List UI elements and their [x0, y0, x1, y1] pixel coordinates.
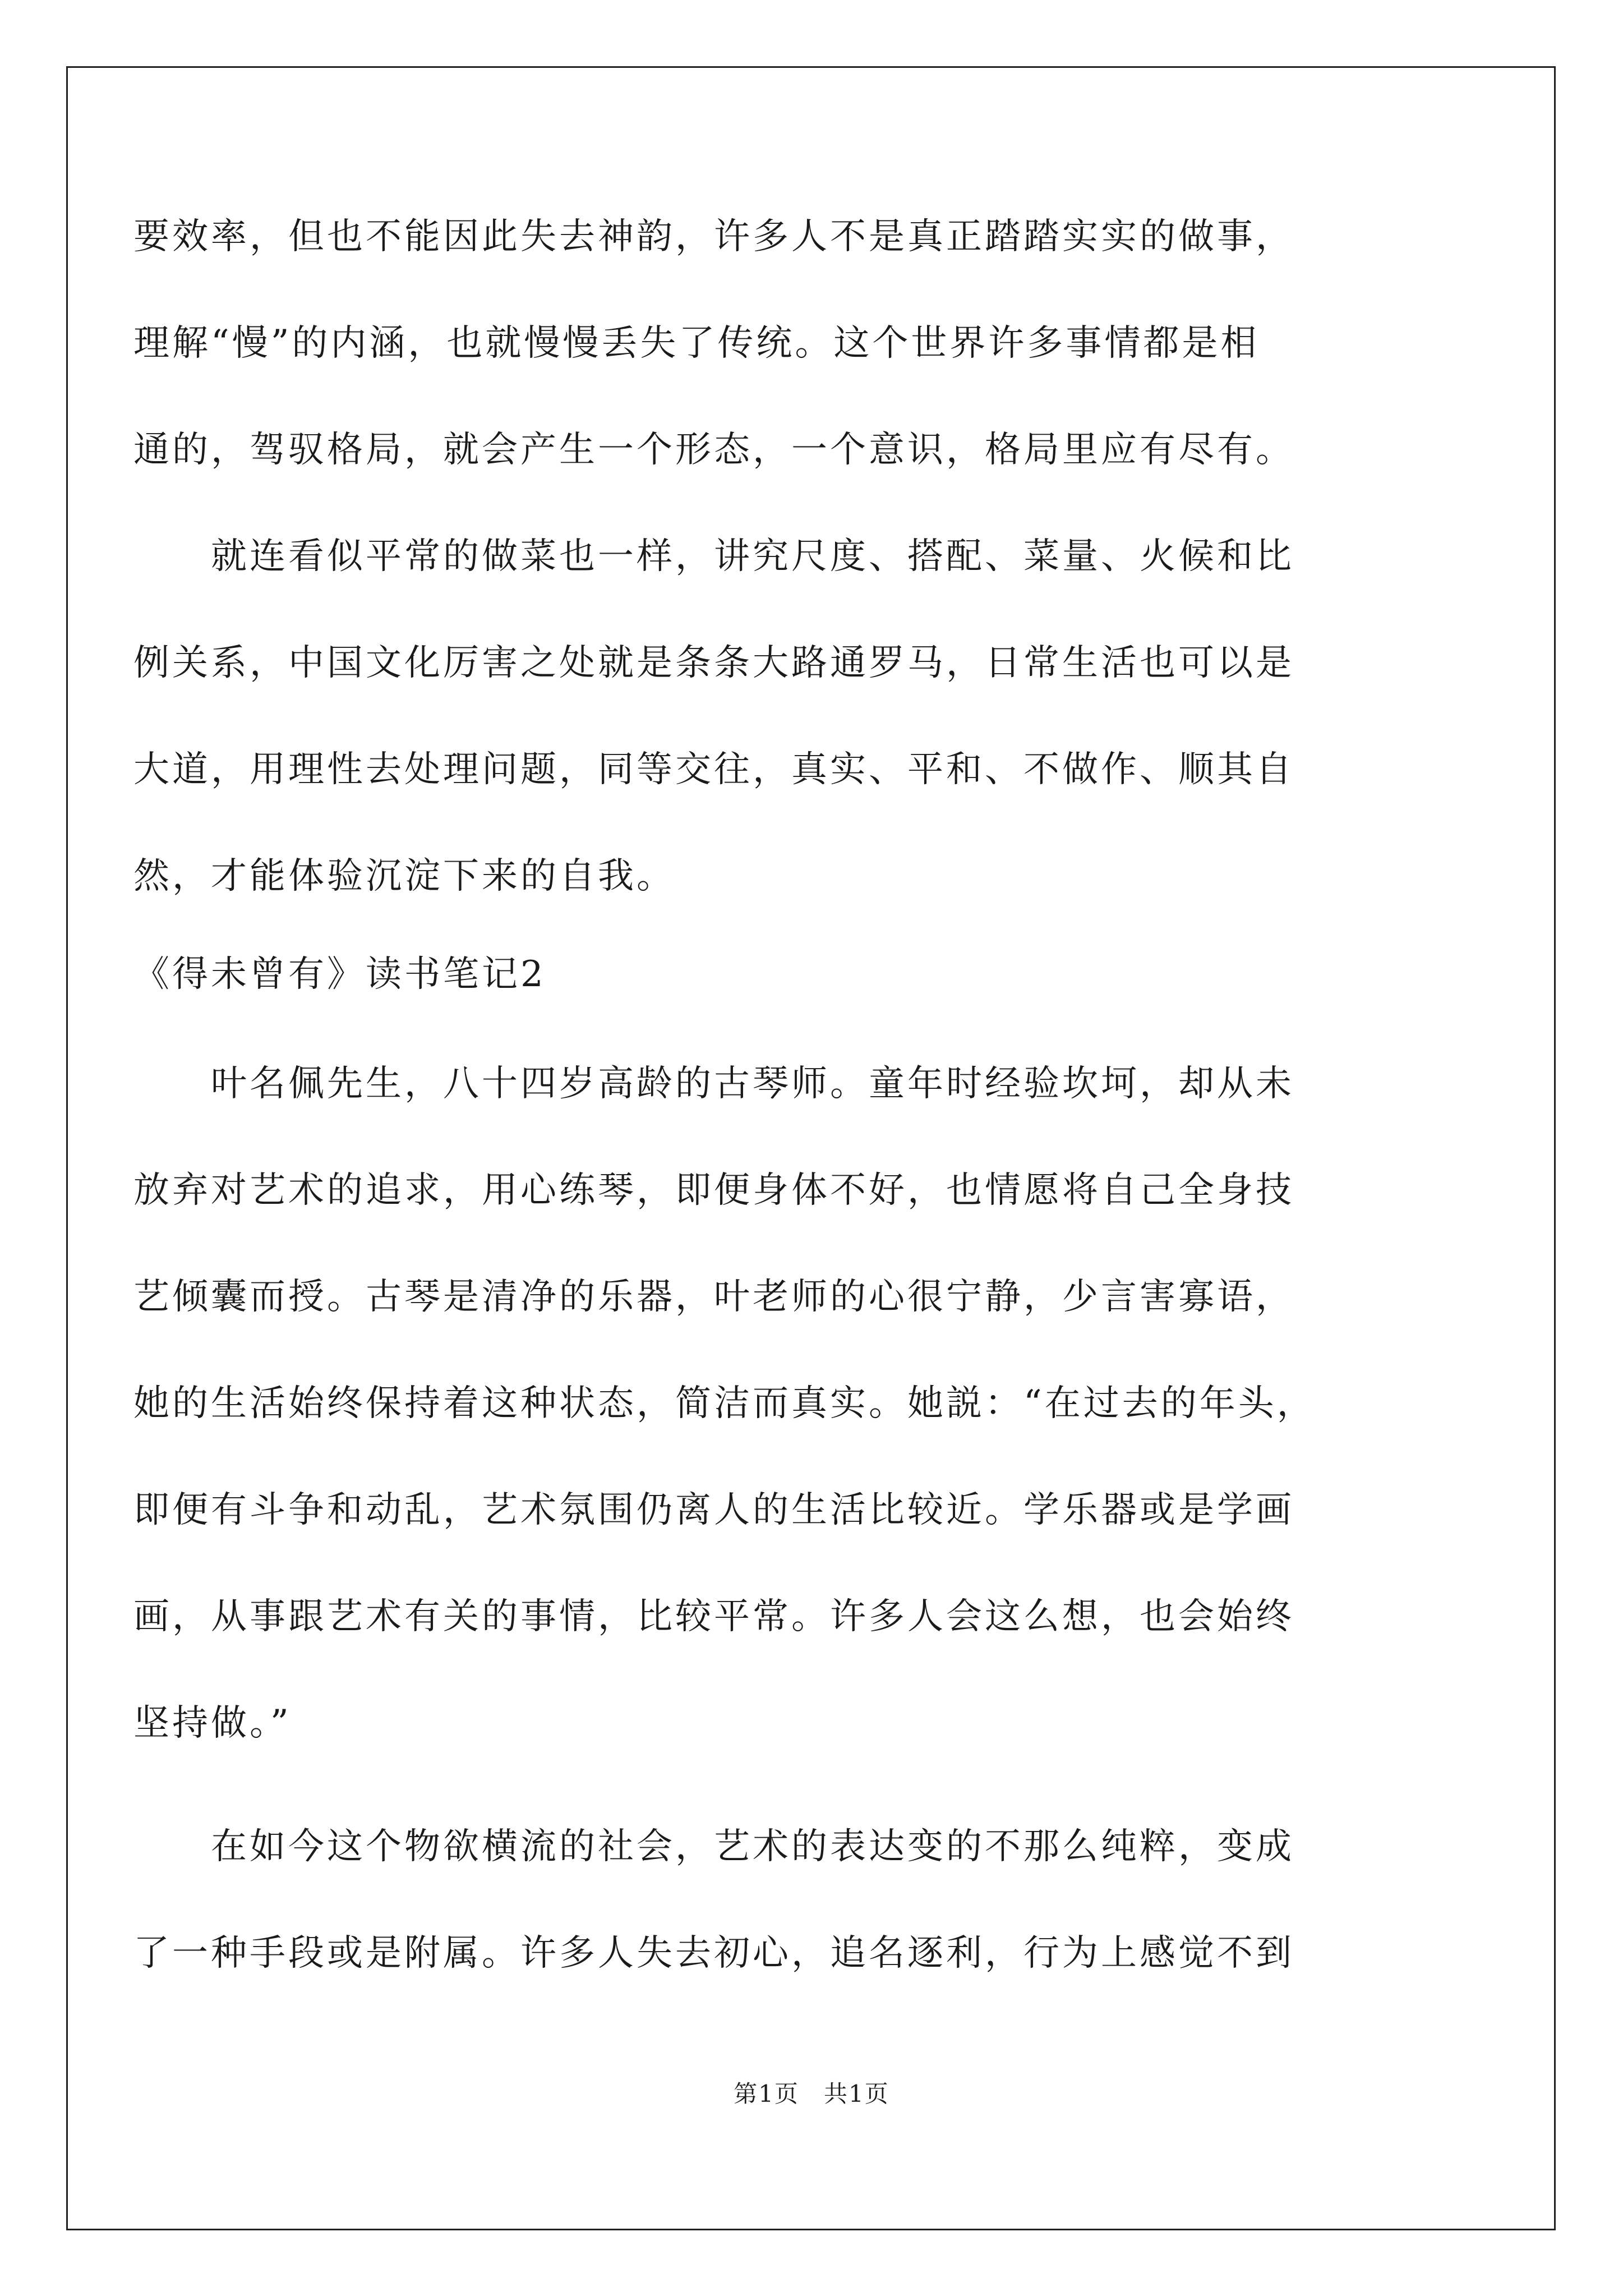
- text-line: 在如今这个物欲横流的社会，艺术的表达变的不那么纯粹，变成: [133, 1826, 1294, 1867]
- text-line: 然，才能体验沉淀下来的自我。: [133, 855, 675, 897]
- text-line: 就连看似平常的做菜也一样，讲究尺度、搭配、菜量、火候和比: [133, 536, 1294, 577]
- page-number-footer: 第1页 共1页: [734, 2080, 889, 2108]
- text-line: 她的生活始终保持着这种状态，简洁而真实。她説：“在过去的年头，: [133, 1383, 1316, 1424]
- text-line: 放弃对艺术的追求，用心练琴，即便身体不好，也情愿将自己全身技: [133, 1170, 1294, 1211]
- text-line: 叶名佩先生，八十四岁高龄的古琴师。童年时经验坎坷，却从未: [133, 1063, 1294, 1105]
- text-line: 艺倾囊而授。古琴是清净的乐器，叶老师的心很宁静，少言害寡语，: [133, 1276, 1294, 1318]
- page-border: [66, 66, 1556, 2230]
- text-line: 了一种手段或是附属。许多人失去初心，追名逐利，行为上感觉不到: [133, 1932, 1294, 1974]
- text-line: 要效率，但也不能因此失去神韵，许多人不是真正踏踏实实的做事，: [133, 216, 1294, 257]
- text-line: 坚持做。”: [133, 1703, 292, 1744]
- section-heading: 《得未曾有》读书笔记2: [133, 954, 546, 995]
- text-line: 画，从事跟艺术有关的事情，比较平常。许多人会这么想，也会始终: [133, 1596, 1294, 1637]
- text-line: 理解“慢”的内涵，也就慢慢丢失了传统。这个世界许多事情都是相: [133, 323, 1260, 364]
- text-line: 大道，用理性去处理问题，同等交往，真实、平和、不做作、顺其自: [133, 749, 1294, 790]
- text-line: 即便有斗争和动乱，艺术氛围仍离人的生活比较近。学乐器或是学画: [133, 1489, 1294, 1531]
- text-line: 通的，驾驭格局，就会产生一个形态，一个意识，格局里应有尽有。: [133, 429, 1294, 471]
- text-line: 例关系，中国文化厉害之处就是条条大路通罗马，日常生活也可以是: [133, 642, 1294, 684]
